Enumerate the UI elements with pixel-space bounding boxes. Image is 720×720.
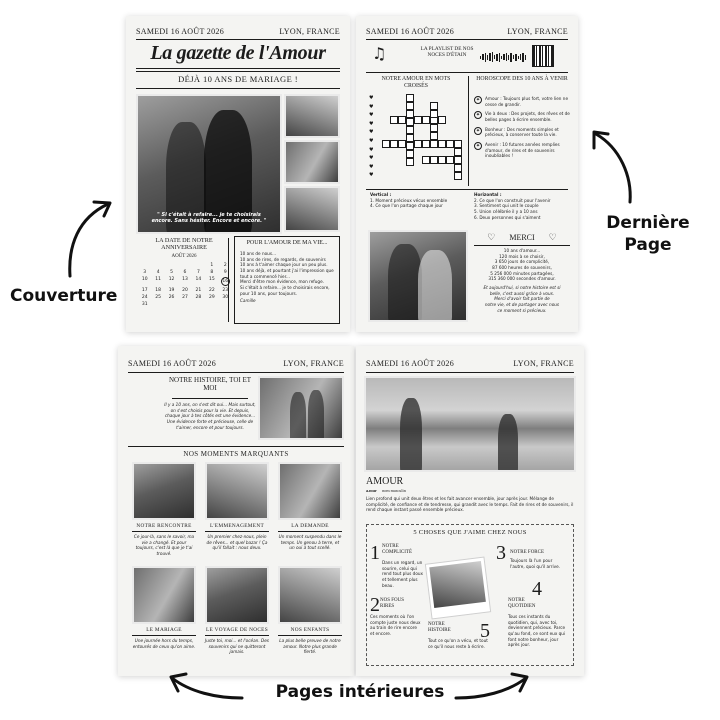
calendar-day (151, 263, 164, 268)
calendar-day: 11 (155, 277, 161, 282)
calendar-day: 28 (195, 295, 202, 300)
inner-right-place: LYON, FRANCE (513, 358, 574, 368)
horizontal-clue: 3. Sentiment qui unit le couple (474, 203, 539, 209)
label-pages-interieures: Pages intérieures (275, 682, 445, 702)
cover-headline: DÉJÀ 10 ANS DE MARIAGE ! (178, 74, 298, 84)
crossword-cell[interactable] (406, 94, 414, 102)
cover-main-photo (136, 94, 282, 234)
playlist-title: LA PLAYLIST DE NOS NOCES D'ÉTAIN (420, 46, 474, 59)
crossword-cell[interactable] (382, 140, 390, 148)
calendar-day: 21 (195, 288, 202, 293)
crossword-cell[interactable] (406, 126, 414, 134)
calendar-day: 31 (141, 302, 148, 307)
poem-line: 10 ans déjà, et pourtant j'ai l'impression que (240, 267, 334, 273)
divider (366, 372, 574, 373)
crossword-cell[interactable] (422, 140, 430, 148)
calendar-day: 15 (208, 277, 215, 282)
merci-line: 120 mois à se choisir, (499, 253, 545, 259)
moment-card (278, 566, 342, 655)
calendar-day: 8 (210, 270, 214, 275)
moment-title: L'EMMENAGEMENT (210, 523, 264, 529)
crossword-cell[interactable] (414, 140, 422, 148)
calendar-day: 3 (143, 270, 147, 275)
calendar-day: 2 (223, 263, 227, 268)
polaroid-photo (425, 557, 491, 620)
thing-title: NOS FOUS RIRES (380, 598, 405, 609)
divider (366, 39, 568, 40)
divider (366, 189, 568, 190)
calendar-day (205, 302, 218, 307)
calendar-day (178, 263, 191, 268)
calendar-day: 6 (183, 270, 187, 275)
poem-box (234, 236, 340, 324)
calendar-day: 7 (196, 270, 200, 275)
moment-photo (278, 462, 342, 520)
last-header (366, 24, 568, 38)
moment-text: Un moment suspendu dans le temps. Un genou à terre, et un oui à tout scellé. (278, 534, 342, 551)
merci-line: notre vie, et de partager avec nous (484, 302, 560, 308)
poem-line: tout a commencé hier... (240, 273, 290, 279)
calendar-day (178, 302, 191, 307)
definition-text: Lien profond qui unit deux êtres et les fait avancer ensemble, jour après jour. Mélange de complicité, de confiance et de tendresse, qui grandit avec le temps. Fait de rires et de souvenirs, il rend chaque instant passé ensemble précieux. (366, 496, 574, 513)
crossword-cell[interactable] (406, 150, 414, 158)
last-date: SAMEDI 16 AOÛT 2026 (366, 26, 455, 36)
arrow-right-icon (452, 668, 532, 704)
masthead: La gazette de l'Amour (150, 42, 326, 64)
crossword-cell[interactable] (390, 116, 398, 124)
calendar-month: AOÛT 2026 (171, 254, 197, 259)
cover-side-photo (284, 94, 340, 138)
last-page (356, 16, 578, 332)
calendar-day: 19 (168, 288, 175, 293)
calendar-day: 9 (223, 270, 227, 275)
calendar-day: 23 (222, 288, 229, 293)
beach-photo (364, 376, 576, 472)
music-notes-icon: ♫ (372, 44, 387, 63)
vertical-clues (370, 192, 468, 209)
calendar-day: 14 (195, 277, 202, 282)
merci-text (474, 248, 570, 313)
divider (136, 39, 340, 40)
merci-box (474, 228, 570, 324)
thing-number: 2 (370, 594, 380, 616)
label-couverture: Couverture (10, 286, 118, 306)
calendar-day: 20 (182, 288, 188, 293)
merci-line: 5 256 000 minutes partagées, (490, 270, 554, 276)
calendar-day: 26 (168, 295, 175, 300)
divider (136, 88, 340, 89)
poem-line: pour 10 ans, pour toujours. (240, 290, 298, 296)
crossword-cell[interactable] (454, 140, 462, 148)
inner-left-place: LYON, FRANCE (283, 358, 344, 368)
calendar-day (151, 302, 164, 307)
calendar-day: 5 (170, 270, 173, 275)
horoscope-item: ✦ Avenir : 10 futures années remplies d'amour, de rires et de souvenirs inoubliables ! (475, 142, 560, 159)
crossword-cell[interactable] (446, 156, 454, 164)
calendar-day: 1 (210, 263, 214, 268)
crossword-cell[interactable] (422, 156, 430, 164)
crossword-cell[interactable] (454, 148, 462, 156)
moments-title: NOS MOMENTS MARQUANTS (183, 450, 289, 458)
inner-left-date: SAMEDI 16 AOÛT 2026 (128, 358, 217, 368)
calendar-day: 17 (141, 288, 148, 293)
inner-left-page (118, 346, 354, 676)
thing-number: 1 (370, 542, 380, 564)
horoscope-item: ✦ Vie à deux : Des projets, des rêves et de belles pages à écrire ensemble. (475, 111, 570, 123)
calendar-day (165, 302, 178, 307)
moment-photo (205, 566, 269, 624)
word-type: nom masculin (382, 488, 406, 493)
crossword-cell[interactable] (430, 132, 438, 140)
horizontal-title: Horizontal : (474, 192, 502, 197)
thing-title: NOTRE HISTOIRE (428, 622, 451, 633)
thing-text: Tous ces instants du quotidien, qui, avec toi, deviennent précieux. Parce qu'au fond, ce sont eux qui font notre bonheur, jour après jour. (508, 614, 566, 648)
crossword-cell[interactable] (454, 156, 462, 164)
calendar-day (192, 302, 205, 307)
vertical-clue: 1. Moment précieux vécus ensemble (370, 197, 448, 203)
horoscope-item: ✦ Amour : Toujours plus fort, votre lien ne cesse de grandir. (475, 96, 569, 107)
divider (136, 71, 340, 72)
poem-line: 10 ans à t'aimer chaque jour un peu plus. (240, 262, 328, 268)
crossword-cell[interactable] (430, 156, 438, 164)
crossword-cell[interactable] (398, 140, 406, 148)
definition-word: AMOUR (366, 476, 404, 487)
divider (136, 68, 340, 69)
crossword-cell[interactable] (430, 102, 438, 110)
five-things-title: 5 CHOSES QUE J'AIME CHEZ NOUS (413, 529, 527, 536)
moment-text: Un premier chez-nous, plein de rêves... et quel bazar ! Ça qu'il fallait : nous deux. (206, 534, 268, 551)
horizontal-clue: 2. Ce que l'on construit pour l'avenir (474, 197, 551, 203)
poem-line: 10 ans de nous... (240, 250, 277, 256)
moment-photo (205, 462, 269, 520)
last-place: LYON, FRANCE (507, 26, 568, 36)
crossword-cell[interactable] (454, 164, 462, 172)
merci-line: ce moment si précieux. (497, 307, 547, 313)
crossword-cell[interactable] (446, 140, 454, 148)
calendar-grid (138, 263, 232, 307)
moment-card (132, 462, 196, 557)
story-title: NOTRE HISTOIRE, TOI ET MOI (168, 376, 252, 393)
cover-side-photo (284, 186, 340, 232)
merci-line: belle, c'est aussi grâce à vous. (489, 290, 555, 296)
crossword-cell[interactable] (406, 102, 414, 110)
cover-page (126, 16, 350, 332)
crossword-cell[interactable] (406, 158, 414, 166)
calendar-day: 18 (155, 288, 161, 293)
crossword-cell[interactable] (438, 116, 446, 124)
last-couple-photo (368, 230, 468, 322)
thing-text: Toujours là l'un pour l'autre, quoi qu'il arrive. (510, 558, 561, 569)
poem-text (235, 247, 339, 304)
horizontal-clues (474, 192, 570, 220)
calendar-day (165, 263, 178, 268)
crossword-cell[interactable] (438, 156, 446, 164)
arrow-left-icon (166, 668, 246, 704)
vertical-title: Vertical : (370, 192, 392, 197)
thing-text: Tout ce qu'on a vécu, et tout ce qu'il nous reste à écrire. (428, 638, 488, 649)
thing-text: Dans un regard, un sourire, celui qui rend tout plus doux et tellement plus beau. (382, 560, 424, 588)
poem-title: POUR L'AMOUR DE MA VIE... (246, 240, 328, 246)
horoscope-list (474, 96, 570, 163)
moment-card (205, 566, 269, 655)
calendar-day: 25 (155, 295, 161, 300)
inner-left-header (128, 356, 344, 370)
cover-header (136, 24, 340, 38)
calendar-title: LA DATE DE NOTRE ANNIVERSAIRE (155, 237, 213, 251)
merci-line: Merci d'avoir fait partie de (494, 296, 550, 302)
horizontal-clue: 5. Union célébrée il y a 10 ans (474, 209, 538, 215)
moment-title: LE MARIAGE (146, 627, 182, 633)
thing-number: 5 (480, 620, 490, 642)
zodiac-icon: ✦ (475, 127, 481, 134)
moment-card (132, 566, 196, 649)
zodiac-icon: ✦ (475, 143, 481, 150)
merci-line: Et aujourd'hui, si notre histoire est si (483, 285, 561, 291)
moment-text: Juste toi, moi... et l'océan. Des souvenirs qui ne quitteront jamais. (205, 638, 269, 655)
merci-line: 10 ans d'amour... (503, 248, 541, 253)
thing-title: NOTRE COMPLICITÉ (382, 544, 412, 555)
cover-place: LYON, FRANCE (279, 26, 340, 36)
arrow-to-cover-icon (64, 196, 116, 280)
horoscope-title: HOROSCOPE DES 10 ANS À VENIR (476, 76, 568, 82)
crossword-cell[interactable] (430, 140, 438, 148)
moment-photo (132, 566, 196, 624)
crossword-cell[interactable] (438, 140, 446, 148)
crossword-cell[interactable] (430, 124, 438, 132)
cover-side-photo (284, 140, 340, 184)
moment-title: NOTRE RENCONTRE (136, 523, 192, 529)
crossword-grid (378, 94, 468, 184)
zodiac-icon: ✦ (475, 97, 481, 103)
moment-photo (278, 566, 342, 624)
moment-card (205, 462, 269, 551)
vertical-clue: 4. Ce que l'on partage chaque jour (370, 203, 443, 209)
calendar-day: 13 (182, 277, 188, 282)
poem-line: Camille (240, 298, 256, 304)
qr-code-icon (532, 45, 554, 67)
moment-text: Ce jour-là, sans le savoir, ma vie a changé. Et pour toujours, c'est là que je t'ai trouvé. (133, 534, 195, 557)
crossword-cell[interactable] (398, 116, 406, 124)
divider (366, 72, 568, 73)
calendar-day: 4 (156, 270, 160, 275)
heart-outline-icon: ♡ (548, 232, 557, 242)
crossword-cell[interactable] (406, 118, 414, 126)
inner-right-date: SAMEDI 16 AOÛT 2026 (366, 358, 455, 368)
merci-line: 87 600 heures de souvenirs, (492, 265, 552, 271)
calendar-day: 24 (141, 295, 148, 300)
calendar-day: 29 (208, 295, 215, 300)
zodiac-icon: ✦ (475, 112, 481, 119)
phonetic: a.mur (366, 488, 377, 493)
cover-quote: " Si c'était à refaire... je te choisirais encore. Sans hésiter. Encore et encore. " (151, 212, 267, 224)
moment-card (278, 462, 342, 551)
hearts-column: ♥ ♥ ♥ ♥ ♥ ♥ ♥ ♥ ♥ ♥ (369, 95, 374, 179)
moment-text: Une journée hors du temps, entourés de ceux qu'on aime. (132, 638, 196, 649)
arrow-to-last-page-icon (590, 126, 640, 206)
moment-title: LA DEMANDE (291, 523, 329, 529)
calendar-day: 10 (141, 277, 148, 282)
calendar-day: 30 (222, 295, 229, 300)
story-photo (258, 376, 344, 440)
soundwave-icon (480, 52, 526, 62)
thing-number: 3 (496, 542, 506, 564)
merci-line: 315 360 000 secondes d'amour. (488, 276, 556, 282)
merci-line: 3 650 jours de complicité, (494, 259, 550, 265)
crossword-cell[interactable] (406, 134, 414, 142)
thing-text: Ces moments où l'on compte juste nous deux au train de rire encore et encore. (370, 614, 421, 637)
crossword-cell[interactable] (406, 142, 414, 150)
calendar-day: 12 (168, 277, 175, 282)
calendar-day (138, 263, 151, 268)
horoscope-item: ✦ Bonheur : Des moments simples et précieux, à conserver toute la vie. (475, 126, 559, 138)
story-text: Il y a 10 ans, on s'est dit oui... Mais surtout, on s'est choisis pour la vie. Et depuis, chaque jour à tes côtés est une évidence... Une évidence forte et précieuse, celle de t'aimer, encore et pour toujours. (164, 402, 256, 430)
heart-outline-icon: ♡ (487, 232, 496, 242)
inner-right-header (366, 356, 574, 370)
moment-title: NOS ENFANTS (290, 627, 330, 633)
crossword-cell[interactable] (422, 116, 430, 124)
merci-title: MERCI (509, 233, 535, 242)
calendar-day: 16 (222, 279, 229, 284)
poem-line: 10 ans de rires, de regards, de souvenirs (240, 256, 326, 262)
poem-line: Merci d'être mon évidence, mon refuge. (240, 279, 324, 285)
inner-right-page (356, 346, 584, 676)
divider (128, 372, 344, 373)
poem-line: Si c'était à refaire... je te choisirais encore, (240, 284, 330, 290)
label-derniere-page: Dernière Page (606, 213, 690, 256)
crossword-cell[interactable] (430, 110, 438, 118)
calendar-day: 27 (182, 295, 188, 300)
calendar-day (192, 263, 205, 268)
moments-grid (132, 462, 342, 668)
crossword-title: NOTRE AMOUR EN MOTS CROISÉS (381, 76, 451, 89)
moment-title: LE VOYAGE DE NOCES (206, 627, 268, 633)
crossword-cell[interactable] (406, 110, 414, 118)
divider (128, 446, 344, 447)
thing-number: 4 (532, 578, 542, 600)
thing-title: NOTRE FORCE (510, 550, 545, 555)
crossword-cell[interactable] (454, 172, 462, 180)
calendar-day (219, 302, 232, 307)
crossword-cell[interactable] (414, 116, 422, 124)
horizontal-clue: 6. Deux personnes qui s'aiment (474, 214, 541, 220)
cover-date: SAMEDI 16 AOÛT 2026 (136, 26, 225, 36)
crossword-cell[interactable] (390, 140, 398, 148)
moment-photo (132, 462, 196, 520)
calendar-day: 22 (208, 288, 215, 293)
thing-title: NOTRE QUOTIDIEN (508, 598, 536, 609)
moment-text: La plus belle preuve de notre amour. Notre plus grande fierté. (279, 638, 341, 655)
